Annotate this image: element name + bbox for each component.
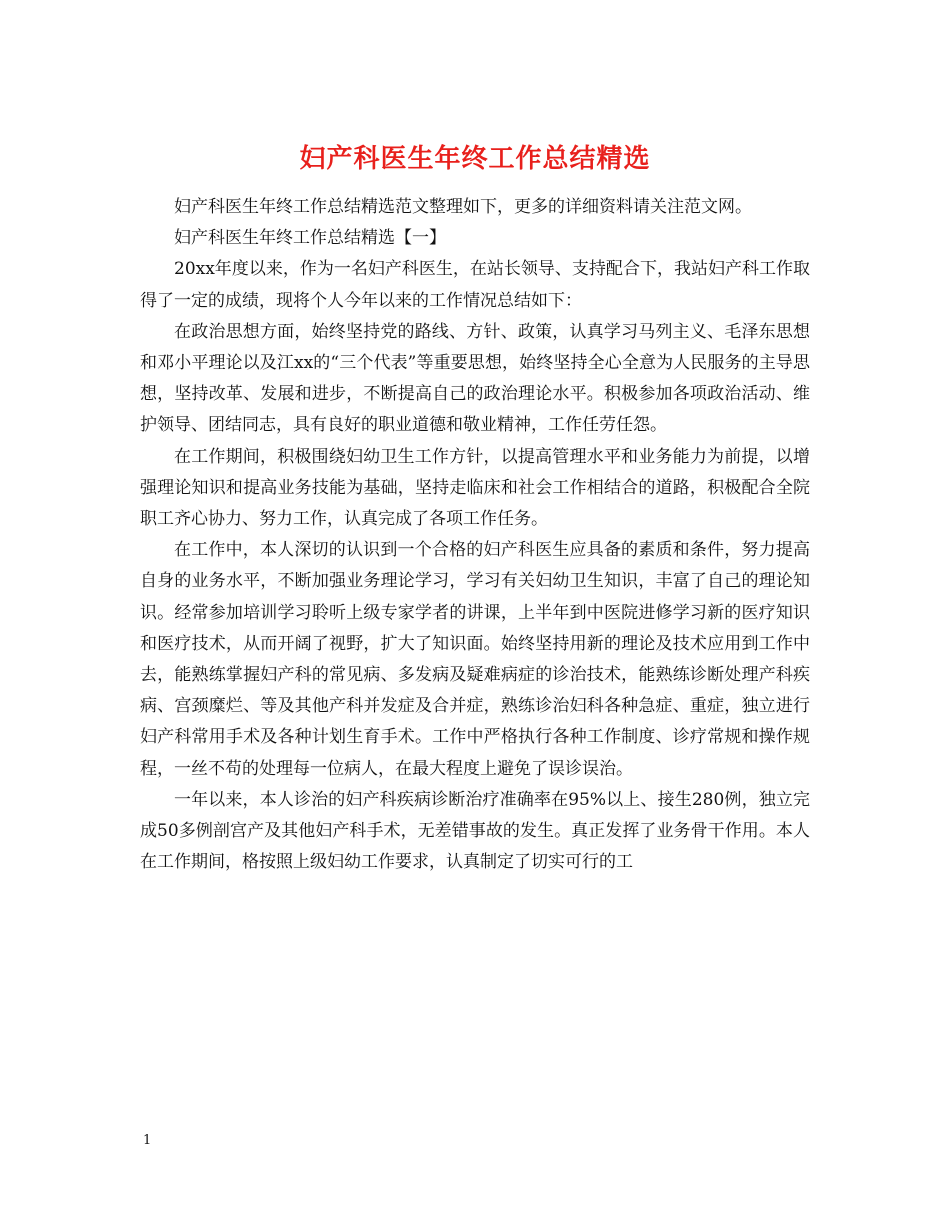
document-body xyxy=(140,192,810,878)
paragraph-section-heading: 妇产科医生年终工作总结精选【一】 xyxy=(174,228,446,249)
paragraph: 在工作中，本人深切的认识到一个合格的妇产科医生应具备的素质和条件，努力提高自身的业务水平，不断加强业务理论学习，学习有关妇幼卫生知识，丰富了自己的理论知识。经常参加培训学习聆听上级专家学者的讲课，上半年到中医院进修学习新的医疗知识和医疗技术，从而开阔了视野，扩大了知识面。始终坚持用新的理论及技术应用到工作中去，能熟练掌握妇产科的常见病、多发病及疑难病症的诊治技术，能熟练诊断处理产科疾病、宫颈糜烂、等及其他产科并发症及合并症，熟练诊治妇科各种急症、重症，独立进行妇产科常用手术及各种计划生育手术。工作中严格执行各种工作制度、诊疗常规和操作规程，一丝不苟的处理每一位病人，在最大程度上避免了误诊误治。 xyxy=(140,540,810,779)
document-title: 妇产科医生年终工作总结精选 xyxy=(299,144,651,174)
paragraph: 在工作期间，积极围绕妇幼卫生工作方针，以提高管理水平和业务能力为前提，以增强理论知识和提高业务技能为基础，坚持走临床和社会工作相结合的道路，积极配合全院职工齐心协力、努力工作，认真完成了各项工作任务。 xyxy=(140,446,810,530)
paragraph: 一年以来，本人诊治的妇产科疾病诊断治疗准确率在95%以上、接生280例，独立完成50多例剖宫产及其他妇产科手术，无差错事故的发生。真正发挥了业务骨干作用。本人在工作期间，格按照上级妇幼工作要求，认真制定了切实可行的工 xyxy=(140,789,810,873)
paragraph-intro: 妇产科医生年终工作总结精选范文整理如下，更多的详细资料请关注范文网。 xyxy=(174,197,752,217)
page-number: 1 xyxy=(143,1133,152,1148)
paragraph: 20xx年度以来，作为一名妇产科医生，在站长领导、支持配合下，我站妇产科工作取得了一定的成绩，现将个人今年以来的工作情况总结如下： xyxy=(140,259,810,311)
paragraph: 在政治思想方面，始终坚持党的路线、方针、政策，认真学习马列主义、毛泽东思想和邓小平理论以及江xx的“三个代表”等重要思想，始终坚持全心全意为人民服务的主导思想，坚持改革、发展和进步，不断提高自己的政治理论水平。积极参加各项政治活动、维护领导、团结同志，具有良好的职业道德和敬业精神，工作任劳任怨。 xyxy=(140,321,810,436)
